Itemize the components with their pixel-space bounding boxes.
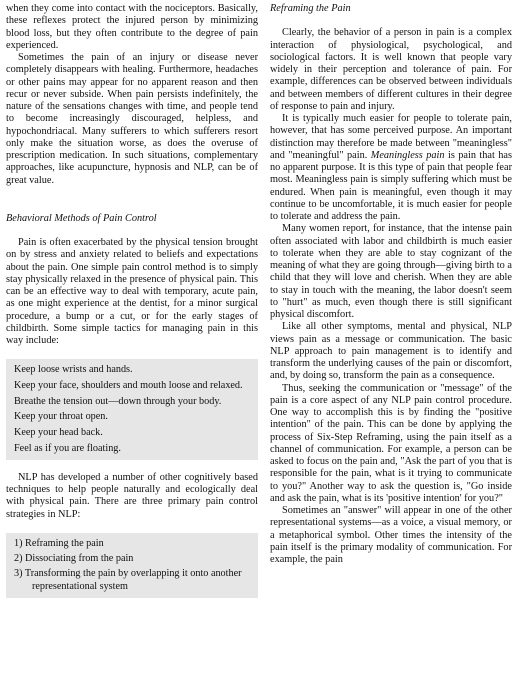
paragraph-intro: when they come into contact with the nociceptors. Basically, these reflexes protect the injured person by minimizing blood loss, but they often contribute to the degree of pain experienced. bbox=[6, 3, 258, 51]
paragraph-meaningful-pain-a: It is typically much easier for people to tolerate pain, however, that has some perceived purpose. An important distinction may therefore be made between "meaningless" and "meaningful" pain. bbox=[270, 113, 512, 161]
paragraph-nlp-strategies: NLP has developed a number of other cognitively based techniques to help people naturally and ecologically deal with physical pain. There are three primary pain control strategies in NLP: bbox=[6, 471, 258, 520]
tactic-item: Keep your throat open. bbox=[14, 411, 108, 423]
paragraph-seeking-message: Thus, seeking the communication or "message" of the pain is a core aspect of any NLP pain control procedure. One way to accomplish this is by finding the "positive intention" of the pain. This can be done by applying the process of Six-Step Reframing, using the pain itself as a channel of communication. For example, a person can be asked to focus on the pain and, "Ask the part of you that is responsible for the pain, what is it trying to communicate to you?" Another way to ask the question is, "Go inside and ask the pain, what is its 'positive intention' for you?" bbox=[270, 382, 512, 504]
paragraph-healing: Sometimes the pain of an injury or disease never completely disappears with healing. Furthermore, headaches or other pains may appear for no apparent reason and then recur or never subside. When pain persists indefinitely, the nature of the sensations changes with time, and people tend to become increasingly discouraged, helpless, and hypochondriacal. Many sufferers to which sufferers resort only make the situation worse, as does the overuse of prescription medication. In such situations, complementary approaches, like acupuncture, hypnosis and NLP, can be of great value. bbox=[6, 52, 258, 186]
strategy-item: 3) Transforming the pain by overlapping it onto another representational system bbox=[14, 568, 242, 592]
tactics-box bbox=[6, 359, 258, 460]
left-column bbox=[6, 3, 258, 598]
tactic-item: Keep your face, shoulders and mouth loose and relaxed. bbox=[14, 379, 243, 391]
paragraph-meaningful-pain bbox=[270, 113, 512, 223]
paragraph-symptoms: Like all other symptoms, mental and physical, NLP views pain as a message or communication. The basic NLP approach to pain management is to identify and transform the underlying causes of the pain or discomfort, and, by doing so, transform the pain as a consequence. bbox=[270, 321, 512, 382]
paragraph-behavioral: Pain is often exacerbated by the physical tension brought on by stress and anxiety related to beliefs and expectations about the pain. One simple pain control method is to simply stay physically relaxed in the presence of physical pain. This can be an effective way to deal with temporary, acute pain, as one might experience at the dentist, for a minor surgical procedure, a bump or a cut, or for the early stages of childbirth. Some simple tactics for managing pain in this way include: bbox=[6, 237, 258, 346]
strategy-item: 2) Dissociating from the pain bbox=[14, 553, 134, 565]
paragraph-clearly: Clearly, the behavior of a person in pain is a complex interaction of physiological, psychological, and sociological factors. It is well known that people vary widely in their perception and tolerance of pain. For example, differences can be observed between individuals and between members of different cultures in their degree of response to pain and injury. bbox=[270, 27, 512, 112]
paragraph-childbirth: Many women report, for instance, that the intense pain often associated with labor and childbirth is much easier to tolerate when they are able to stay cognizant of the meaning of what they are going through—giving birth to a child that they will love and cherish. When they are able to stay in touch with the meaning, the labor doesn't seem to "hurt" as much, even though there is still significant physical discomfort. bbox=[270, 223, 512, 320]
tactic-item: Breathe the tension out—down through your body. bbox=[14, 395, 222, 407]
right-column bbox=[270, 3, 512, 566]
heading-behavioral-methods: Behavioral Methods of Pain Control bbox=[6, 212, 157, 224]
tactic-item: Keep your head back. bbox=[14, 427, 103, 439]
paragraph-answer: Sometimes an "answer" will appear in one of the other representational systems—as a voice, a visual memory, or a metaphorical symbol. Other times the intensity of the pain itself is the primary modality of communication. For example, the pain bbox=[270, 505, 512, 565]
tactic-item: Feel as if you are floating. bbox=[14, 442, 121, 454]
strategy-item: 1) Reframing the pain bbox=[14, 537, 104, 549]
tactic-item: Keep loose wrists and hands. bbox=[14, 364, 133, 376]
heading-reframing: Reframing the Pain bbox=[270, 3, 351, 14]
paragraph-meaningful-pain-b: is pain that has no apparent purpose. It is this type of pain that people fear most. Meaningless pain is simply suffering which must be endured. When pain is meaningful, even though it may continue to be uncomfortable, it is much easier for people to tolerate and address the pain. bbox=[270, 149, 512, 222]
strategies-box bbox=[6, 533, 258, 598]
term-meaningless-pain: Meaningless pain bbox=[370, 149, 445, 161]
